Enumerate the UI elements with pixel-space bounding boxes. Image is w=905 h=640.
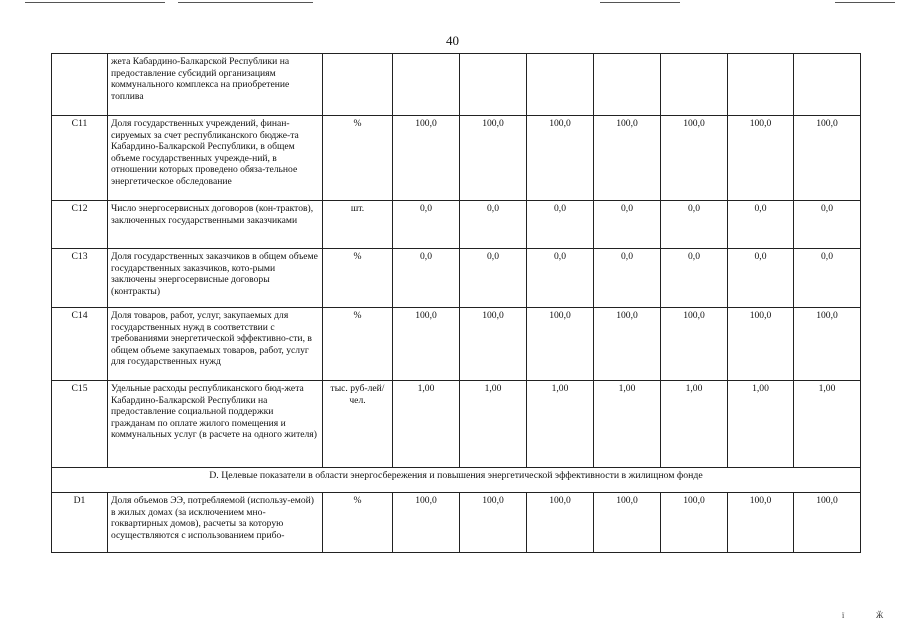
row-value: 100,0 (460, 493, 527, 553)
row-value: 1,00 (661, 381, 728, 468)
row-value: 100,0 (661, 308, 728, 381)
row-value (393, 54, 460, 116)
section-d-title: D. Целевые показатели в области энергосбережения и повышения энергетической эффективности в жилищном фонде (52, 468, 861, 493)
row-value: 100,0 (393, 308, 460, 381)
row-value: 0,0 (794, 201, 861, 249)
row-value: 1,00 (794, 381, 861, 468)
row-value: 100,0 (460, 308, 527, 381)
section-header-row (52, 468, 861, 493)
table-row (52, 116, 861, 201)
row-value: 0,0 (527, 249, 594, 308)
row-value: 100,0 (594, 308, 661, 381)
row-value: 100,0 (794, 308, 861, 381)
row-value: 100,0 (794, 493, 861, 553)
row-unit: тыс. руб-лей/чел. (323, 381, 393, 468)
row-value: 100,0 (728, 493, 794, 553)
row-value: 100,0 (594, 116, 661, 201)
row-value (594, 54, 661, 116)
row-value: 100,0 (460, 116, 527, 201)
row-code: C14 (52, 308, 108, 381)
table-row (52, 308, 861, 381)
row-value (527, 54, 594, 116)
row-description: жета Кабардино-Балкарской Республики на предоставление субсидий организациям коммунального комплекса на приобретение топлива (108, 54, 323, 116)
row-unit: % (323, 116, 393, 201)
row-code: C15 (52, 381, 108, 468)
row-code (52, 54, 108, 116)
row-value: 1,00 (594, 381, 661, 468)
table-row (52, 201, 861, 249)
top-rule (835, 2, 895, 3)
row-value: 0,0 (594, 201, 661, 249)
footer-mark: ї (842, 611, 845, 620)
row-value: 100,0 (661, 116, 728, 201)
row-description: Число энергосервисных договоров (кон-трактов), заключенных государственными заказчиками (108, 201, 323, 249)
row-code: D1 (52, 493, 108, 553)
row-value: 100,0 (594, 493, 661, 553)
top-rule (25, 2, 165, 3)
row-value: 0,0 (393, 201, 460, 249)
row-unit: шт. (323, 201, 393, 249)
row-value: 1,00 (527, 381, 594, 468)
row-value: 100,0 (527, 308, 594, 381)
table-row (52, 381, 861, 468)
row-value: 0,0 (661, 249, 728, 308)
row-code: C11 (52, 116, 108, 201)
row-value: 1,00 (393, 381, 460, 468)
row-code: C13 (52, 249, 108, 308)
row-value: 100,0 (527, 493, 594, 553)
table-row (52, 54, 861, 116)
row-description: Доля государственных заказчиков в общем объеме государственных заказчиков, кото-рыми заключены энергосервисные договоры (контракты) (108, 249, 323, 308)
row-value: 100,0 (794, 116, 861, 201)
row-value (794, 54, 861, 116)
top-rule (600, 2, 680, 3)
row-value: 0,0 (527, 201, 594, 249)
row-value: 100,0 (661, 493, 728, 553)
row-value: 0,0 (728, 201, 794, 249)
row-value: 0,0 (460, 201, 527, 249)
row-value: 0,0 (460, 249, 527, 308)
row-value: 100,0 (393, 116, 460, 201)
row-description: Доля товаров, работ, услуг, закупаемых для государственных нужд в соответствии с требованиями энергетической эффективно-сти, в общем объеме закупаемых товаров, работ, услуг для государственных нужд (108, 308, 323, 381)
row-unit (323, 54, 393, 116)
row-code: C12 (52, 201, 108, 249)
row-unit: % (323, 308, 393, 381)
table-row (52, 249, 861, 308)
row-unit: % (323, 249, 393, 308)
row-value: 100,0 (393, 493, 460, 553)
row-description: Доля государственных учреждений, финан-сируемых за счет республиканского бюдже-та Кабардино-Балкарской Республики, в общем объеме государственных учрежде-ний, в отношении которых проведено обяза-тельное энергетическое обследование (108, 116, 323, 201)
row-value: 0,0 (661, 201, 728, 249)
top-rule (178, 2, 313, 3)
row-description: Доля объемов ЭЭ, потребляемой (использу-емой) в жилых домах (за исключением мно-гоквартирных домов), расчеты за которую осуществляются с использованием прибо- (108, 493, 323, 553)
row-value: 100,0 (527, 116, 594, 201)
footer-mark: Ӂ (876, 611, 884, 620)
page-number: 40 (446, 33, 459, 48)
row-value (460, 54, 527, 116)
row-value (728, 54, 794, 116)
row-value: 0,0 (728, 249, 794, 308)
row-description: Удельные расходы республиканского бюд-жета Кабардино-Балкарской Республики на предоставление социальной поддержки гражданам по оплате жилого помещения и коммунальных услуг (в расчете на одного жителя) (108, 381, 323, 468)
row-value (661, 54, 728, 116)
row-value: 0,0 (393, 249, 460, 308)
table-row (52, 493, 861, 553)
row-value: 1,00 (460, 381, 527, 468)
row-value: 0,0 (594, 249, 661, 308)
row-value: 0,0 (794, 249, 861, 308)
row-unit: % (323, 493, 393, 553)
row-value: 100,0 (728, 116, 794, 201)
row-value: 100,0 (728, 308, 794, 381)
row-value: 1,00 (728, 381, 794, 468)
indicators-table (51, 53, 861, 553)
